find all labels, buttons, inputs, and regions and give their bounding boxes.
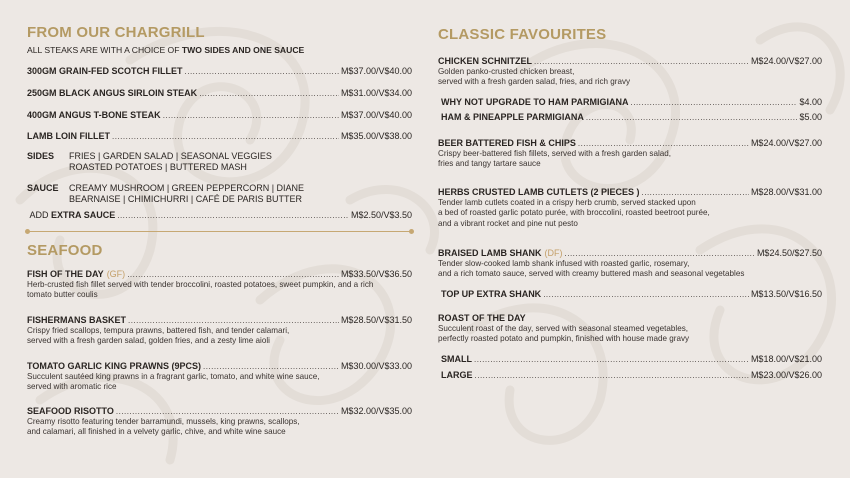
- menu-item-upgrade: WHY NOT UPGRADE TO HAM PARMIGIANA ..... $4.00: [441, 97, 822, 108]
- classic-favourites-heading: CLASSIC FAVOURITES: [438, 26, 607, 43]
- menu-item-size: SMALL ..... M$18.00/V$21.00: [441, 354, 822, 365]
- menu-item: CHICKEN SCHNITZEL ..... M$24.00/V$27.00 Golden panko-crusted chicken breast, served with a fresh garden salad, fries, and rich gravy: [438, 56, 822, 88]
- menu-item: SEAFOOD RISOTTO ..... M$32.00/V$35.00 Creamy risotto featuring tender barramundi, mussels, king prawns, scallops, and calamari, all finished in a velvety garlic, chive, and white wine sauce: [27, 406, 412, 438]
- menu-item-upgrade: TOP UP EXTRA SHANK ..... M$13.50/V$16.50: [441, 289, 822, 300]
- menu-item-upgrade: HAM & PINEAPPLE PARMIGIANA ..... $5.00: [441, 112, 822, 123]
- sides-list: SIDES FRIES | GARDEN SALAD | SEASONAL VEGGIES ROASTED POTATOES | BUTTERED MASH: [27, 151, 272, 172]
- sauce-list: SAUCE CREAMY MUSHROOM | GREEN PEPPERCORN | DIANE BEARNAISE | CHIMICHURRI | CAFÉ DE PARIS BUTTER: [27, 183, 305, 204]
- add-extra-sauce: ADD EXTRA SAUCE ..... M$2.50/V$3.50: [27, 210, 412, 221]
- menu-item: TOMATO GARLIC KING PRAWNS (9PCS) ..... M$30.00/V$33.00 Succulent sautéed king prawns in a fragrant garlic, tomato, and white wine sauce, served with aromatic rice: [27, 361, 412, 393]
- menu-item: 250GM BLACK ANGUS SIRLOIN STEAK ..... M$31.00/V$34.00: [27, 88, 412, 99]
- chargrill-subtitle: ALL STEAKS ARE WITH A CHOICE OF TWO SIDES AND ONE SAUCE: [27, 45, 305, 55]
- menu-item: FISHERMANS BASKET ..... M$28.50/V$31.50 Crispy fried scallops, tempura prawns, battered fish, and tender calamari, served with a fresh garden salad, golden fries, and a zesty lime aioli: [27, 315, 412, 347]
- menu-item: 400GM ANGUS T-BONE STEAK ..... M$37.00/V$40.00: [27, 110, 412, 121]
- menu-item: 300GM GRAIN-FED SCOTCH FILLET ..... M$37.00/V$40.00: [27, 66, 412, 77]
- menu-item: ROAST OF THE DAY Succulent roast of the day, served with seasonal steamed vegetables, perfectly roasted potato and pumpkin, finished with house made gravy: [438, 313, 690, 344]
- menu-item: HERBS CRUSTED LAMB CUTLETS (2 PIECES ) ..... M$28.00/V$31.00 Tender lamb cutlets coated in a crispy herb crumb, served stacked upon a bed of roasted garlic potato purée, with broccolini, roasted beetroot purée, and a vibrant rocket and pine nut pesto: [438, 187, 822, 229]
- menu-item: FISH OF THE DAY (GF) ..... M$33.50/V$36.50 Herb-crusted fish fillet served with tender broccolini, roasted potatoes, sweet pumpkin, and a rich tomato butter coulis: [27, 269, 412, 301]
- menu-item: LAMB LOIN FILLET ..... M$35.00/V$38.00: [27, 131, 412, 142]
- menu-item: BEER BATTERED FISH & CHIPS ..... M$24.00/V$27.00 Crispy beer-battered fish fillets, served with a fresh garden salad, fries and tangy tartare sauce: [438, 138, 822, 170]
- chargrill-heading: FROM OUR CHARGRILL: [27, 24, 205, 41]
- menu-item-size: LARGE ..... M$23.00/V$26.00: [441, 370, 822, 381]
- seafood-heading: SEAFOOD: [27, 242, 103, 259]
- menu-item: BRAISED LAMB SHANK (DF) ..... M$24.50/$27.50 Tender slow-cooked lamb shank infused with roasted garlic, rosemary, and a rich tomato sauce, served with creamy buttered mash and seasonal vegetables: [438, 248, 822, 280]
- section-divider: [27, 231, 412, 232]
